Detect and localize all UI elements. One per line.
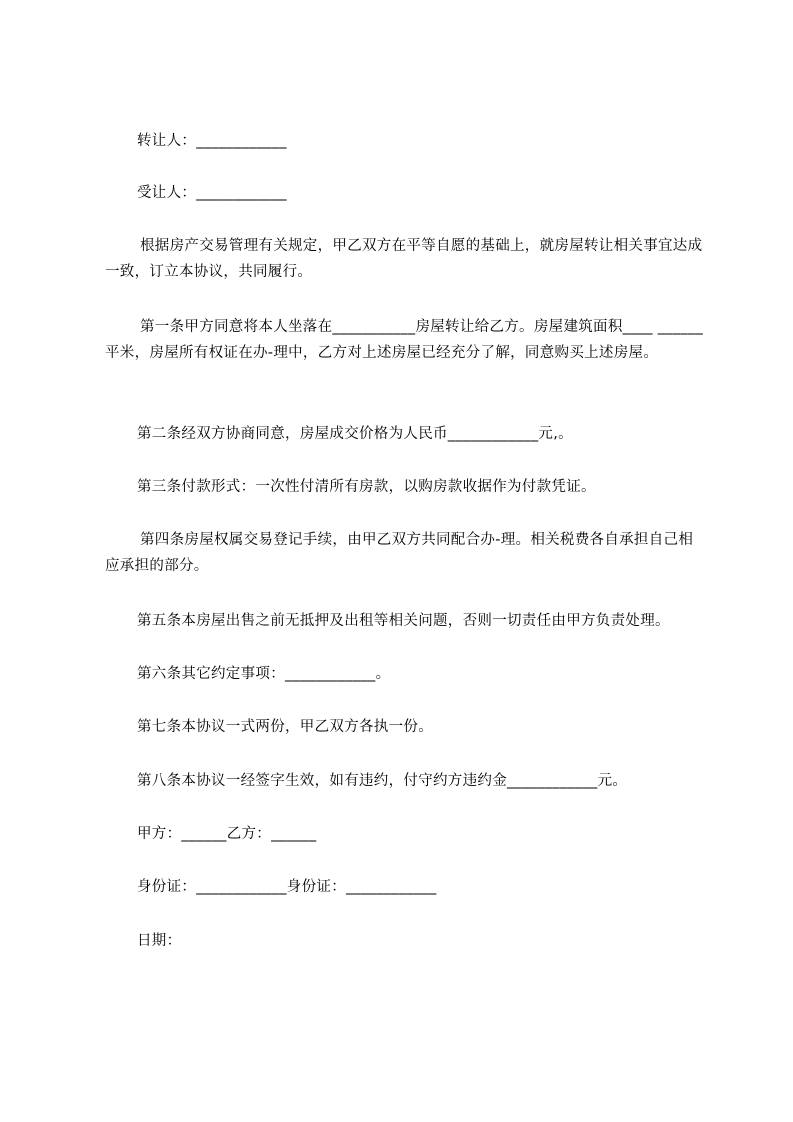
article-4: 第四条房屋权属交易登记手续，由甲乙双方共同配合办-理。相关税费各自承担自己相应承担的部分。 — [105, 532, 694, 574]
transferor-line: 转让人：____________ — [137, 133, 287, 149]
party-signatures: 甲方：______乙方：______ — [137, 826, 317, 842]
article-1: 第一条甲方同意将本人坐落在___________房屋转让给乙方。房屋建筑面积____ ______平米，房屋所有权证在办-理中，乙方对上述房屋已经充分了解，同意购买上述房屋。 — [105, 319, 704, 361]
article-3: 第三条付款形式：一次性付清所有房款，以购房款收据作为付款凭证。 — [137, 479, 596, 495]
date-field: 日期： — [137, 933, 182, 949]
article-2: 第二条经双方协商同意，房屋成交价格为人民币____________元,。 — [137, 426, 573, 442]
article-7: 第七条本协议一式两份，甲乙双方各执一份。 — [137, 719, 433, 735]
article-8: 第八条本协议一经签字生效，如有违约，付守约方违约金____________元。 — [137, 773, 628, 789]
article-5: 第五条本房屋出售之前无抵押及出租等相关问题，否则一切责任由甲方负责处理。 — [137, 613, 670, 629]
id-card-fields: 身份证：____________身份证：____________ — [137, 879, 437, 895]
preamble-paragraph: 根据房产交易管理有关规定，甲乙双方在平等自愿的基础上，就房屋转让相关事宜达成一致，订立本协议，共同履行。 — [105, 238, 703, 280]
article-6: 第六条其它约定事项：____________。 — [137, 666, 391, 682]
transferee-line: 受让人：____________ — [137, 185, 287, 201]
